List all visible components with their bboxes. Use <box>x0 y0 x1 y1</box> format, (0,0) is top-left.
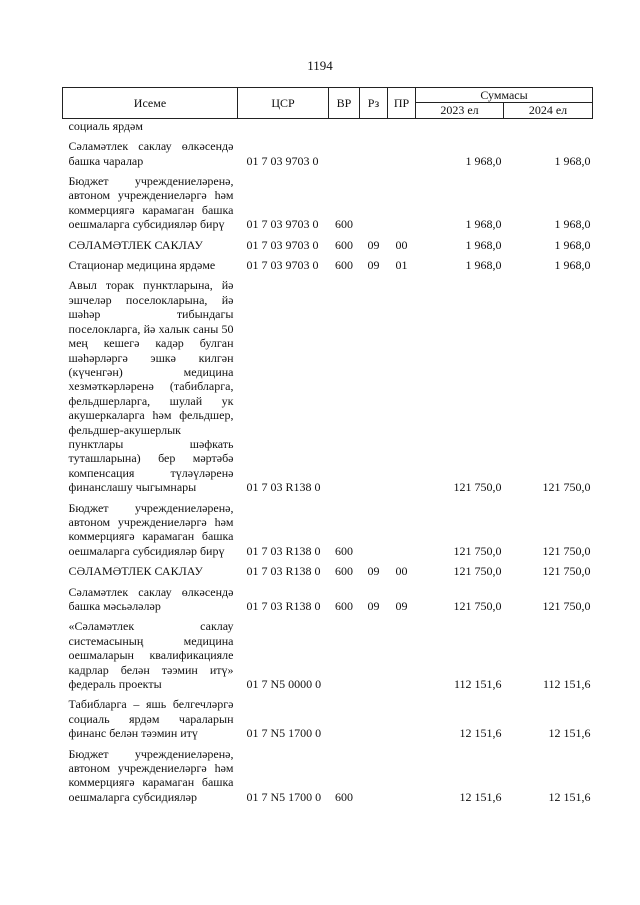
cell-pr <box>388 118 416 134</box>
header-vr: ВР <box>329 88 360 119</box>
page-number: 1194 <box>307 58 333 73</box>
cell-csr: 01 7 N5 0000 0 <box>246 677 322 692</box>
cell-rz <box>360 742 388 806</box>
cell-pr: 00 <box>395 564 408 579</box>
cell-rz: 09 <box>367 564 380 579</box>
header-pr: ПР <box>388 88 416 119</box>
cell-pr <box>388 692 416 741</box>
cell-vr <box>329 134 360 169</box>
cell-name: Авыл торак пунктларына, йә эшчеләр поселокларына, йә шәһәр тибындагы поселокларга, йә халык саны 50 мең кешегә кадәр булган шәһәрләргә эшкә килгән (күченгән) медицина хезмәткәрләренә (табибларга, фельдшерларга, шулай ук акушеркаларга һәм фельдшер, фельдшер-акушерлык пунктлары шәфкать туташларына) бер мәртәбә компенсация түләүләренә финанслашу чыгымнары <box>68 278 234 495</box>
cell-rz: 09 <box>367 599 380 613</box>
table-row <box>63 614 593 692</box>
cell-pr <box>388 273 416 495</box>
cell-name: Бюджет учреждениеләренә, автоном учреждениеләргә һәм коммерциягә карамаган башка оешмаларга субсидияләр бирү <box>68 500 234 558</box>
table-row <box>63 559 593 579</box>
cell-rz <box>360 496 388 560</box>
table-row <box>63 118 593 134</box>
header-year-2024: 2024 ел <box>504 103 593 118</box>
cell-vr <box>329 273 360 495</box>
cell-s2024 <box>504 118 593 134</box>
cell-s2024: 1 968,0 <box>554 237 591 252</box>
cell-name: Сәламәтлек саклау өлкәсендә башка чаралар <box>68 139 234 168</box>
cell-s2023: 12 151,6 <box>459 789 502 804</box>
cell-rz: 09 <box>367 237 380 252</box>
table-header <box>63 88 593 119</box>
cell-s2023: 12 151,6 <box>459 726 502 741</box>
cell-s2023: 121 750,0 <box>453 543 502 558</box>
cell-s2024: 12 151,6 <box>548 726 591 741</box>
cell-pr: 01 <box>395 258 408 273</box>
cell-csr: 01 7 03 R138 0 <box>246 564 321 579</box>
cell-rz <box>360 169 388 233</box>
table-row <box>63 169 593 233</box>
cell-rz <box>360 614 388 692</box>
cell-pr: 09 <box>395 599 408 613</box>
table-row <box>63 692 593 741</box>
cell-rz <box>360 134 388 169</box>
cell-s2024: 1 968,0 <box>554 153 591 168</box>
cell-rz <box>360 692 388 741</box>
table-row <box>63 233 593 253</box>
table-row <box>63 253 593 273</box>
cell-rz <box>360 273 388 495</box>
cell-name: Бюджет учреждениеләренә, автоном учреждениеләргә һәм коммерциягә карамаган башка оешмаларга субсидияләр бирү <box>68 174 234 232</box>
cell-rz <box>360 118 388 134</box>
cell-pr <box>388 169 416 233</box>
cell-s2024: 112 151,6 <box>542 677 591 692</box>
cell-s2024: 121 750,0 <box>542 599 591 613</box>
cell-name: Сәламәтлек саклау өлкәсендә башка мәсьәләләр <box>68 584 234 613</box>
cell-vr: 600 <box>335 564 353 579</box>
cell-rz: 09 <box>367 258 380 273</box>
cell-s2023: 121 750,0 <box>453 599 502 613</box>
cell-vr: 600 <box>335 237 353 252</box>
header-rz: Рз <box>360 88 388 119</box>
cell-csr: 01 7 03 9703 0 <box>246 153 319 168</box>
table-row <box>63 496 593 560</box>
cell-csr: 01 7 N5 1700 0 <box>246 726 322 741</box>
cell-s2023 <box>416 118 504 134</box>
cell-pr: 00 <box>395 237 408 252</box>
cell-s2023: 121 750,0 <box>453 480 502 495</box>
header-sums: Суммасы <box>416 88 593 103</box>
cell-pr <box>388 614 416 692</box>
cell-vr <box>329 118 360 134</box>
cell-s2024: 1 968,0 <box>554 258 591 273</box>
cell-csr: 01 7 03 R138 0 <box>246 480 321 495</box>
cell-s2023: 1 968,0 <box>465 217 502 232</box>
header-year-2023: 2023 ел <box>416 103 504 118</box>
cell-name: Бюджет учреждениеләренә, автоном учреждениеләргә һәм коммерциягә карамаган башка оешмаларга субсидияләр <box>68 746 234 804</box>
table-row <box>63 273 593 495</box>
cell-csr: 01 7 03 9703 0 <box>246 258 319 273</box>
cell-csr <box>238 118 329 134</box>
cell-csr: 01 7 N5 1700 0 <box>246 789 322 804</box>
cell-s2024: 121 750,0 <box>542 564 591 579</box>
cell-pr <box>388 742 416 806</box>
cell-pr <box>388 496 416 560</box>
cell-vr: 600 <box>335 599 353 613</box>
cell-name: Табибларга – яшь белгечләргә социаль ярдәм чараларын финанс белән тәэмин итү <box>68 697 234 741</box>
cell-vr: 600 <box>335 258 353 273</box>
cell-name: социаль ярдәм <box>68 118 143 133</box>
cell-s2024: 121 750,0 <box>542 543 591 558</box>
cell-name: «Сәламәтлек саклау системасының медицина оешмаларын квалификацияле кадрлар белән тәэмин итү» федераль проекты <box>68 619 234 692</box>
cell-pr <box>388 134 416 169</box>
table-row <box>63 134 593 169</box>
cell-s2023: 112 151,6 <box>453 677 502 692</box>
cell-s2023: 1 968,0 <box>465 153 502 168</box>
cell-s2024: 12 151,6 <box>548 789 591 804</box>
cell-name: Стационар медицина ярдәме <box>68 258 216 273</box>
cell-vr <box>329 614 360 692</box>
table-row <box>63 742 593 806</box>
header-name: Исеме <box>63 88 238 119</box>
cell-vr <box>329 692 360 741</box>
cell-csr: 01 7 03 9703 0 <box>246 217 319 232</box>
cell-vr: 600 <box>335 789 353 804</box>
header-csr: ЦСР <box>238 88 329 119</box>
cell-name: СӘЛАМӘТЛЕК САКЛАУ <box>68 237 203 252</box>
cell-name: СӘЛАМӘТЛЕК САКЛАУ <box>68 564 203 579</box>
cell-s2024: 121 750,0 <box>542 480 591 495</box>
cell-vr: 600 <box>335 543 353 558</box>
cell-s2023: 1 968,0 <box>465 237 502 252</box>
cell-s2023: 1 968,0 <box>465 258 502 273</box>
cell-s2023: 121 750,0 <box>453 564 502 579</box>
table-row <box>63 580 593 615</box>
budget-table <box>62 87 593 805</box>
cell-csr: 01 7 03 R138 0 <box>246 599 321 613</box>
cell-s2024: 1 968,0 <box>554 217 591 232</box>
cell-vr: 600 <box>335 217 353 232</box>
table-body <box>63 118 593 805</box>
cell-csr: 01 7 03 R138 0 <box>246 543 321 558</box>
cell-csr: 01 7 03 9703 0 <box>246 237 319 252</box>
